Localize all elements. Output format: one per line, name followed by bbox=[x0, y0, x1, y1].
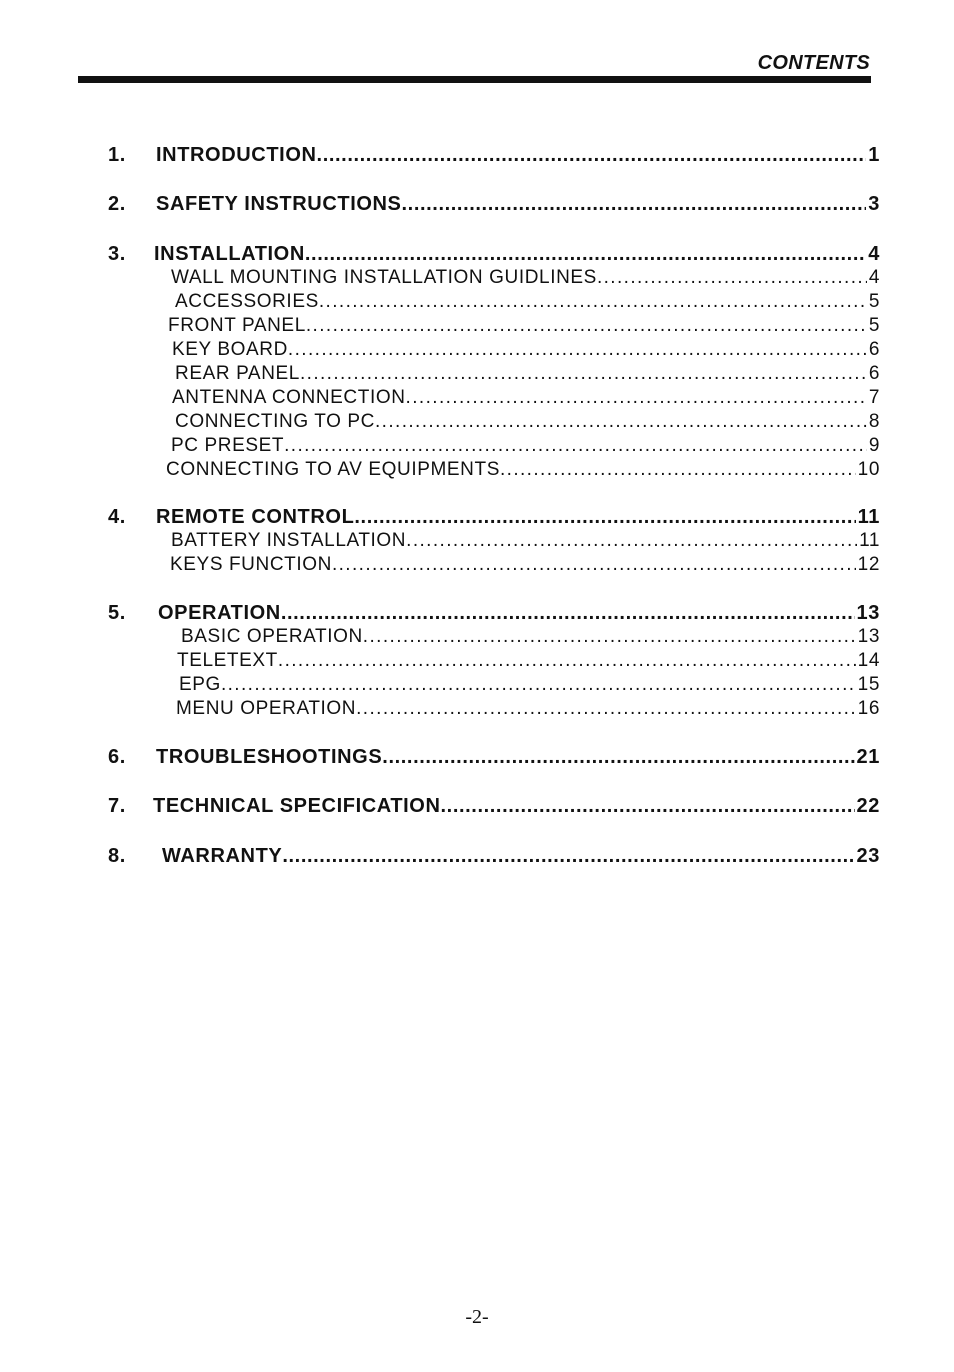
toc-leader-dots bbox=[288, 339, 867, 361]
toc-leader-dots bbox=[406, 530, 857, 552]
toc-leader-dots bbox=[441, 795, 855, 818]
toc-leader-dots bbox=[363, 626, 856, 648]
toc-section-entry[interactable] bbox=[108, 144, 880, 167]
toc-subsection-title: REAR PANEL bbox=[175, 363, 300, 384]
toc-section-page: 23 bbox=[856, 845, 880, 867]
toc-section-page: 4 bbox=[868, 243, 880, 265]
toc-subsection-title: CONNECTING TO AV EQUIPMENTS bbox=[166, 459, 500, 480]
toc-section-number: 6. bbox=[108, 746, 126, 768]
toc-subsection-page: 10 bbox=[857, 459, 880, 480]
toc-section-entry[interactable] bbox=[108, 845, 880, 868]
toc-subsection-page: 7 bbox=[868, 387, 880, 408]
toc-subsection-page: 12 bbox=[857, 554, 880, 575]
toc-subsection-title: FRONT PANEL bbox=[168, 315, 306, 336]
toc-section-number: 2. bbox=[108, 193, 126, 215]
toc-section-number: 8. bbox=[108, 845, 126, 867]
toc-section-entry[interactable] bbox=[108, 193, 880, 216]
toc-leader-dots bbox=[300, 363, 867, 385]
toc-section-title: OPERATION bbox=[158, 602, 281, 624]
toc-leader-dots bbox=[354, 506, 855, 529]
toc-section-page: 22 bbox=[856, 795, 880, 817]
toc-section-entry[interactable] bbox=[108, 746, 880, 769]
header-rule bbox=[78, 76, 871, 83]
toc-section-title: TECHNICAL SPECIFICATION bbox=[153, 795, 441, 817]
toc-leader-dots bbox=[317, 144, 867, 167]
toc-section-number: 7. bbox=[108, 795, 126, 817]
toc-section-page: 1 bbox=[868, 144, 880, 166]
toc-subsection-page: 5 bbox=[868, 291, 880, 312]
toc-section-number: 5. bbox=[108, 602, 126, 624]
toc-subsection-title: EPG bbox=[179, 674, 221, 695]
toc-subsection-page: 9 bbox=[868, 435, 880, 456]
toc-leader-dots bbox=[332, 554, 856, 576]
toc-subsection-title: MENU OPERATION bbox=[176, 698, 357, 719]
toc-section-number: 4. bbox=[108, 506, 126, 528]
toc-subsection-entry[interactable] bbox=[177, 650, 880, 672]
toc-section-page: 3 bbox=[868, 193, 880, 215]
toc-leader-dots bbox=[305, 243, 866, 266]
toc-subsection-page: 15 bbox=[857, 674, 880, 695]
toc-subsection-entry[interactable] bbox=[175, 291, 880, 313]
toc-section-title: TROUBLESHOOTINGS bbox=[156, 746, 383, 768]
toc-leader-dots bbox=[282, 845, 854, 868]
toc-subsection-title: PC PRESET bbox=[171, 435, 285, 456]
toc-subsection-entry[interactable] bbox=[175, 411, 880, 433]
toc-subsection-title: TELETEXT bbox=[177, 650, 278, 671]
toc-section-entry[interactable] bbox=[108, 243, 880, 266]
toc-subsection-entry[interactable] bbox=[172, 387, 880, 409]
toc-section-number: 3. bbox=[108, 243, 126, 265]
toc-leader-dots bbox=[278, 650, 856, 672]
toc-subsection-title: ACCESSORIES bbox=[175, 291, 319, 312]
toc-leader-dots bbox=[221, 674, 856, 696]
toc-section-entry[interactable] bbox=[108, 506, 880, 529]
toc-subsection-page: 13 bbox=[857, 626, 880, 647]
toc-subsection-entry[interactable] bbox=[179, 674, 880, 696]
toc-section-entry[interactable] bbox=[108, 602, 880, 625]
toc-section-title: INTRODUCTION bbox=[156, 144, 317, 166]
toc-leader-dots bbox=[319, 291, 867, 313]
toc-leader-dots bbox=[382, 746, 854, 769]
toc-subsection-page: 11 bbox=[859, 530, 880, 551]
toc-subsection-title: BATTERY INSTALLATION bbox=[171, 530, 407, 551]
toc-leader-dots bbox=[500, 459, 856, 481]
toc-subsection-page: 8 bbox=[868, 411, 880, 432]
toc-subsection-page: 6 bbox=[868, 363, 880, 384]
toc-leader-dots bbox=[375, 411, 867, 433]
toc-section-page: 21 bbox=[856, 746, 880, 768]
toc-subsection-entry[interactable] bbox=[166, 459, 880, 481]
toc-section-title: WARRANTY bbox=[162, 845, 283, 867]
toc-subsection-entry[interactable] bbox=[171, 435, 880, 457]
toc-subsection-title: BASIC OPERATION bbox=[181, 626, 363, 647]
toc-subsection-entry[interactable] bbox=[170, 554, 880, 576]
toc-subsection-entry[interactable] bbox=[176, 698, 880, 720]
toc-subsection-page: 4 bbox=[868, 267, 880, 288]
toc-leader-dots bbox=[281, 602, 855, 625]
toc-leader-dots bbox=[406, 387, 867, 409]
toc-subsection-title: KEY BOARD bbox=[172, 339, 288, 360]
toc-subsection-page: 14 bbox=[857, 650, 880, 671]
toc-leader-dots bbox=[597, 267, 867, 289]
toc-leader-dots bbox=[284, 435, 867, 457]
toc-section-number: 1. bbox=[108, 144, 126, 166]
toc-section-entry[interactable] bbox=[108, 795, 880, 818]
toc-subsection-title: WALL MOUNTING INSTALLATION GUIDLINES bbox=[171, 267, 597, 288]
toc-subsection-page: 6 bbox=[868, 339, 880, 360]
toc-subsection-entry[interactable] bbox=[175, 363, 880, 385]
toc-section-title: SAFETY INSTRUCTIONS bbox=[156, 193, 402, 215]
toc-subsection-entry[interactable] bbox=[181, 626, 880, 648]
toc-subsection-entry[interactable] bbox=[172, 339, 880, 361]
toc-section-page: 11 bbox=[857, 506, 880, 528]
toc-subsection-page: 16 bbox=[857, 698, 880, 719]
toc-subsection-title: CONNECTING TO PC bbox=[175, 411, 375, 432]
toc-section-title: REMOTE CONTROL bbox=[156, 506, 355, 528]
toc-subsection-entry[interactable] bbox=[171, 530, 880, 552]
toc-subsection-page: 5 bbox=[868, 315, 880, 336]
toc-section-page: 13 bbox=[856, 602, 880, 624]
toc-subsection-title: KEYS FUNCTION bbox=[170, 554, 332, 575]
toc-subsection-entry[interactable] bbox=[171, 267, 880, 289]
page-number: -2- bbox=[465, 1306, 489, 1328]
toc-leader-dots bbox=[356, 698, 856, 720]
toc-leader-dots bbox=[402, 193, 867, 216]
toc-subsection-entry[interactable] bbox=[168, 315, 880, 337]
page-title: CONTENTS bbox=[757, 52, 870, 74]
toc-subsection-title: ANTENNA CONNECTION bbox=[172, 387, 406, 408]
toc-leader-dots bbox=[306, 315, 867, 337]
toc-section-title: INSTALLATION bbox=[154, 243, 305, 265]
